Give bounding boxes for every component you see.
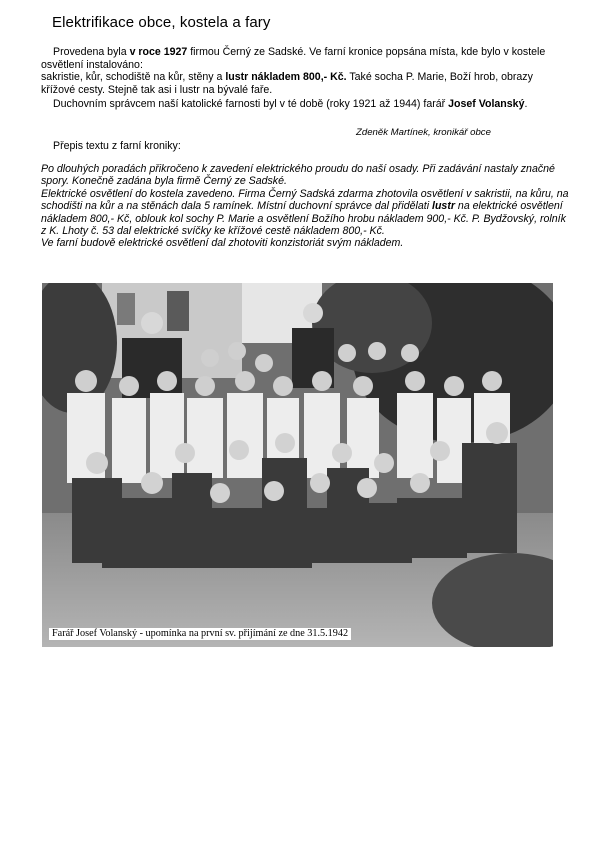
priest-paragraph (41, 98, 561, 111)
transcript-text: na elektrické osvětlení nákladem 800,- Kč, oblouk kol sochy P. Marie a osvětlení Božího hrobu nákladem 900,- Kč. P. Bydžovský, rolník z K. Lhoty č. 53 dal elektrické svíčky ke křížové cestě nákladem 800,- Kč. (41, 200, 566, 238)
transcript-paragraph: Po dlouhých poradách přikročeno k zavedení elektrického proudu do naší osady. Při zadávání nastaly značné spory. Konečně zadána byla firmě Černý ze Sadské. (41, 163, 555, 188)
subheading: Přepis textu z farní kroniky: (53, 140, 181, 152)
priest-text: Duchovním správcem naší katolické farnosti byl v té době (roky 1921 až 1944) farář (53, 98, 449, 110)
photo-caption: Farář Josef Volanský - upomínka na první sv. přijímání ze dne 31.5.1942 (49, 628, 351, 640)
intro-paragraph (41, 46, 561, 96)
transcript-bold: lustr (432, 200, 455, 213)
intro-text: Také socha P. Marie, Boží hrob, obrazy křížové cesty. Stejně tak asi i lustr na bývalé faře. (41, 71, 533, 96)
page-title: Elektrifikace obce, kostela a fary (52, 14, 271, 31)
intro-text: Provedena byla (53, 46, 130, 58)
transcript-paragraph: Ve farní budově elektrické osvětlení dal zhotoviti konzistoriát svým nákladem. (41, 237, 404, 250)
group-photo (42, 283, 553, 647)
chronicle-transcript (41, 163, 571, 250)
intro-cost: lustr nákladem 800,- Kč. (225, 71, 347, 84)
transcript-text: Elektrické osvětlení do kostela zavedeno. Firma Černý Sadská zdarma zhotovila osvětlení v sakristii, na kůru, na schodišti na kůr a na stěnách dala 5 ramínek. Místní duchovní správce dal přidělati (41, 187, 569, 213)
intro-text: sakristie, kůr, schodiště na kůr, stěny a (41, 71, 226, 84)
intro-text: firmou Černý ze Sadské. Ve farní kronice popsána místa, kde bylo v kostele osvětlení instalováno: (41, 46, 546, 71)
intro-year: v roce 1927 (129, 46, 188, 58)
priest-text: . (524, 98, 528, 110)
signature: Zdeněk Martínek, kronikář obce (356, 127, 491, 138)
transcript-paragraph (41, 188, 571, 238)
priest-name: Josef Volanský (448, 98, 525, 110)
